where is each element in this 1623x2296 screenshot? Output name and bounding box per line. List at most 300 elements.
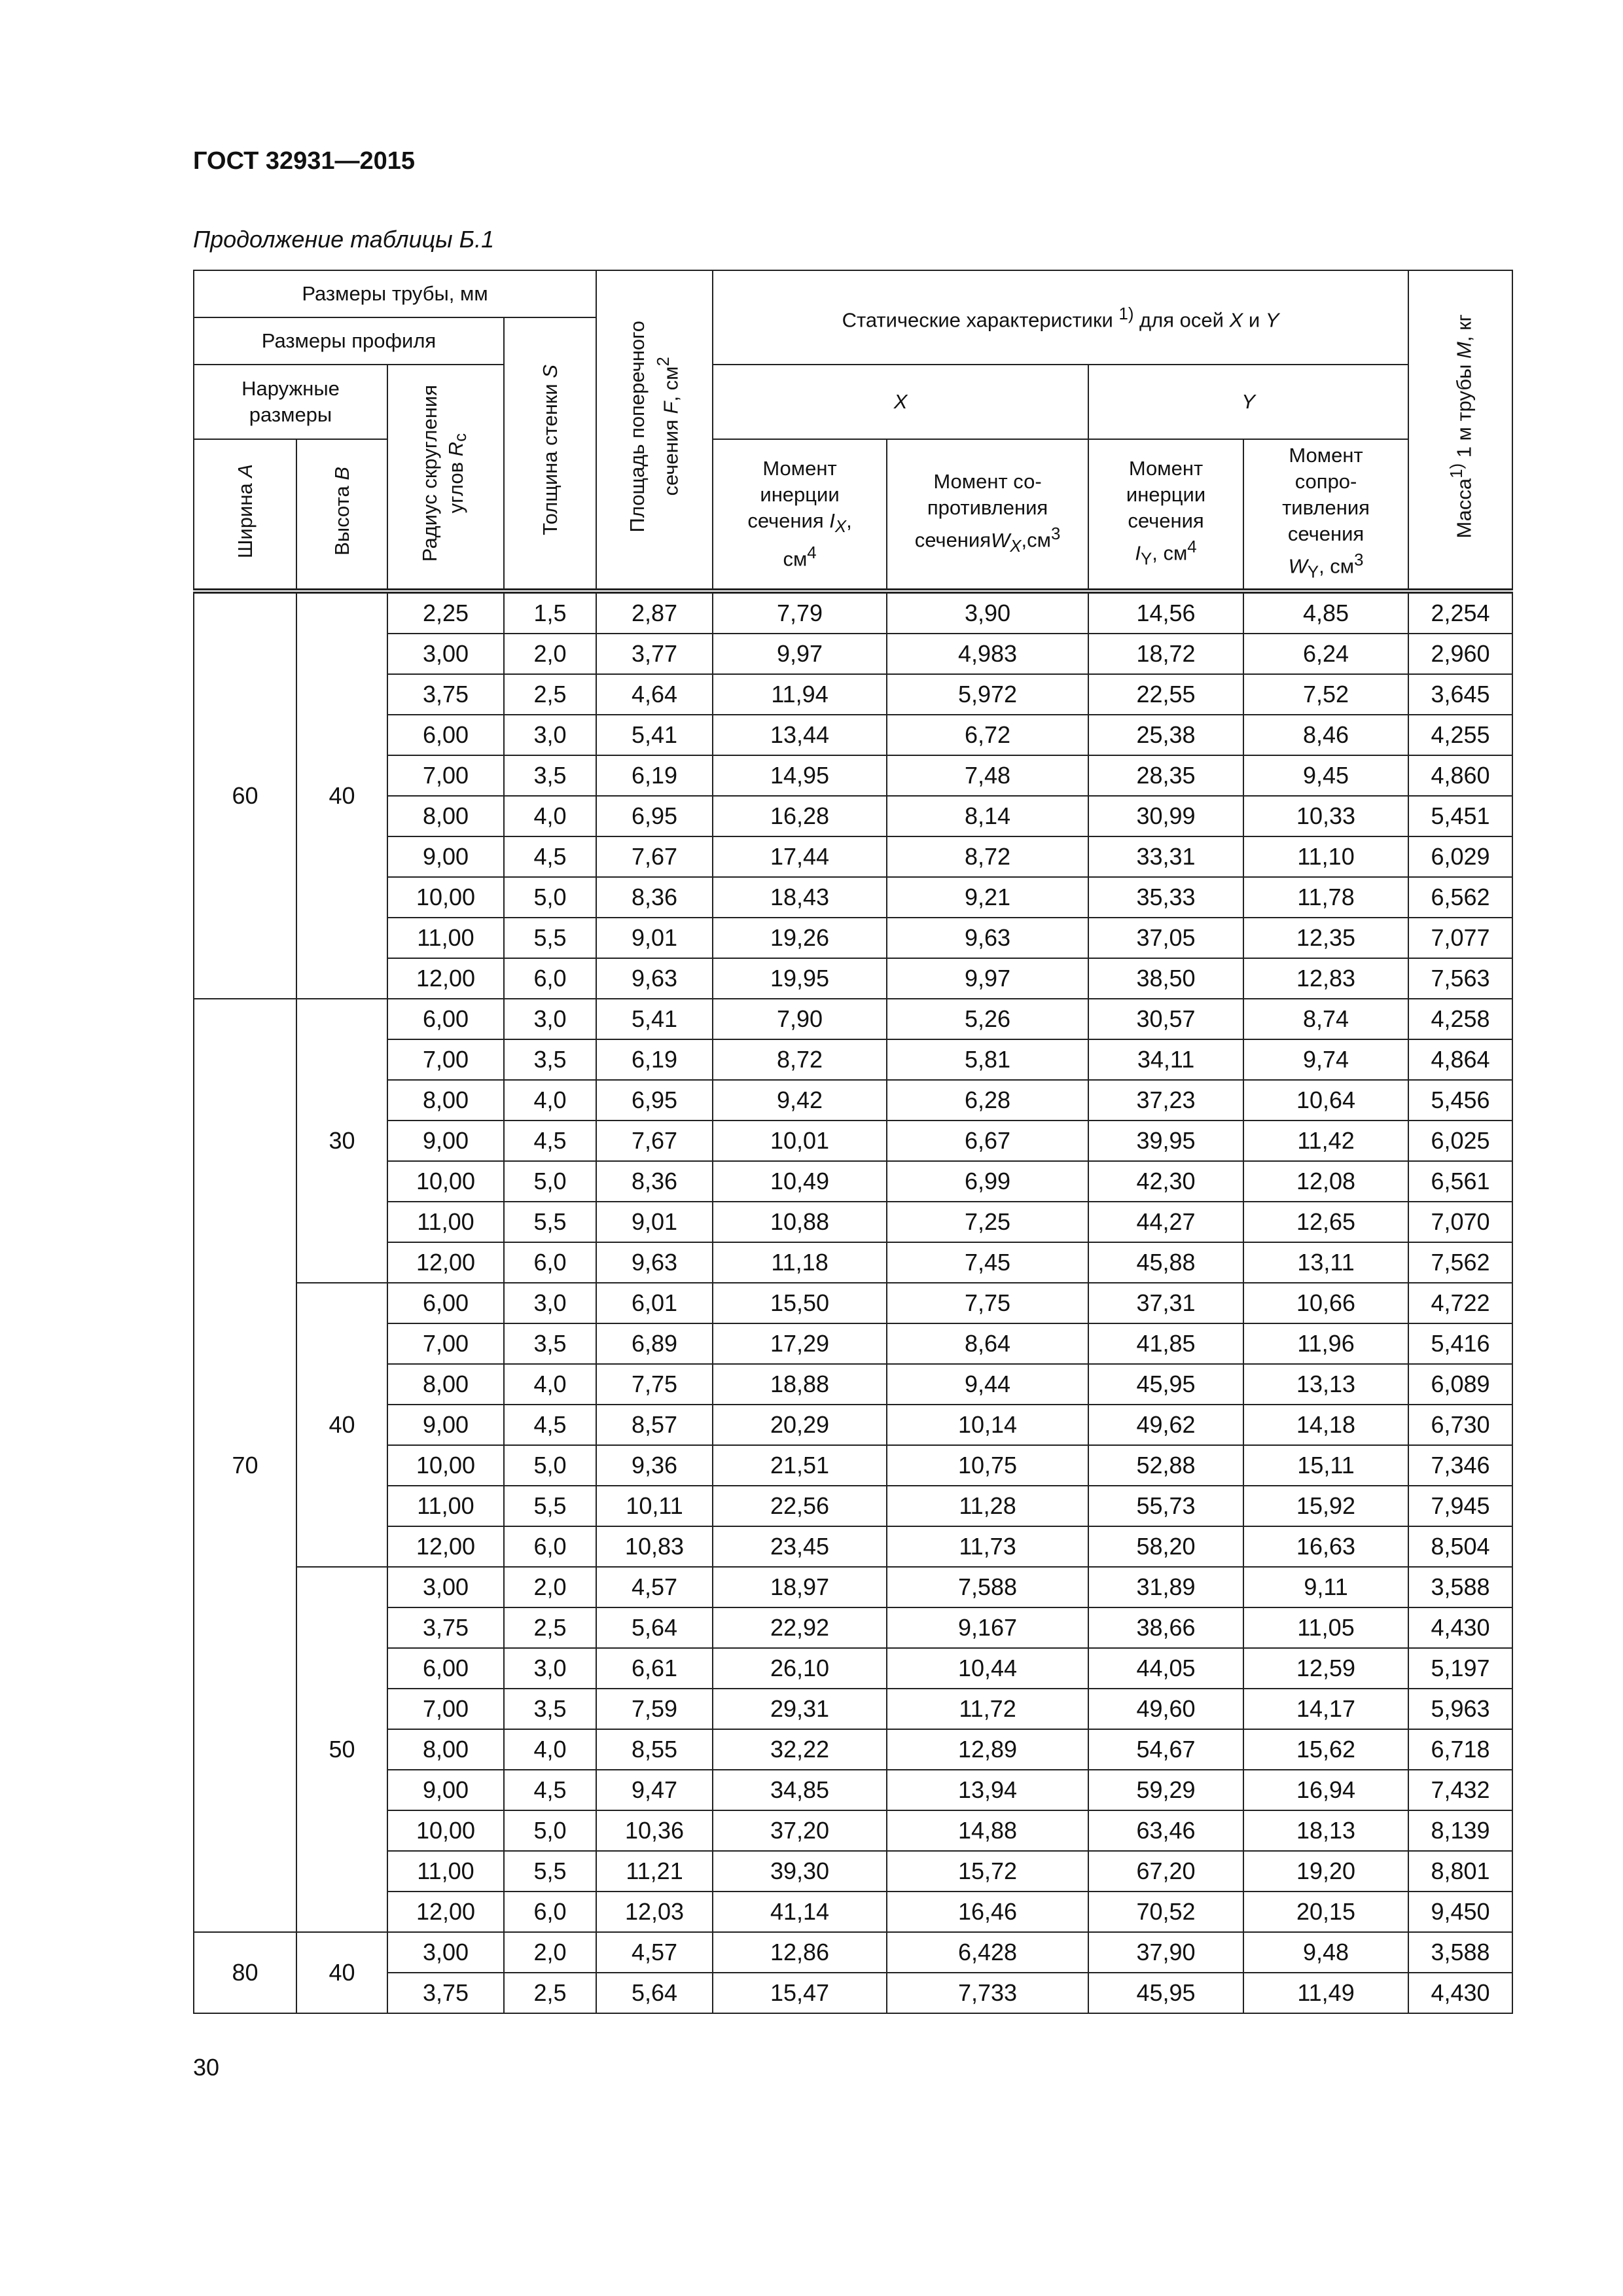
area-cell: 5,64 xyxy=(596,1607,713,1648)
wall-thickness-cell: 4,5 xyxy=(504,1121,596,1161)
mass-cell: 7,562 xyxy=(1408,1242,1512,1283)
wall-thickness-cell: 2,5 xyxy=(504,1973,596,2013)
area-cell: 10,83 xyxy=(596,1526,713,1567)
inertia-x-cell: 20,29 xyxy=(713,1405,887,1445)
resistance-x-cell: 15,72 xyxy=(887,1851,1088,1892)
table-row xyxy=(194,1039,1512,1080)
resistance-x-cell: 7,588 xyxy=(887,1567,1088,1607)
height-cell: 50 xyxy=(296,1567,387,1932)
resistance-x-cell: 5,972 xyxy=(887,674,1088,715)
wall-thickness-cell: 2,0 xyxy=(504,1567,596,1607)
table-row xyxy=(194,1526,1512,1567)
table-row xyxy=(194,591,1512,634)
wall-thickness-cell: 3,0 xyxy=(504,999,596,1039)
mass-cell: 4,430 xyxy=(1408,1973,1512,2013)
corner-radius-cell: 10,00 xyxy=(387,1445,504,1486)
area-cell: 11,21 xyxy=(596,1851,713,1892)
inertia-y-cell: 45,95 xyxy=(1088,1973,1243,2013)
table-row xyxy=(194,755,1512,796)
wall-thickness-cell: 3,5 xyxy=(504,1689,596,1729)
resistance-y-cell: 9,11 xyxy=(1243,1567,1408,1607)
inertia-x-cell: 9,97 xyxy=(713,634,887,674)
table-row xyxy=(194,1161,1512,1202)
corner-radius-cell: 12,00 xyxy=(387,1526,504,1567)
table-row xyxy=(194,1689,1512,1729)
mass-cell: 7,563 xyxy=(1408,958,1512,999)
table-row xyxy=(194,836,1512,877)
inertia-x-cell: 39,30 xyxy=(713,1851,887,1892)
resistance-x-cell: 7,25 xyxy=(887,1202,1088,1242)
resistance-y-cell: 10,64 xyxy=(1243,1080,1408,1121)
resistance-y-cell: 11,96 xyxy=(1243,1323,1408,1364)
mass-cell: 4,722 xyxy=(1408,1283,1512,1323)
width-cell: 60 xyxy=(194,591,296,999)
inertia-x-cell: 9,42 xyxy=(713,1080,887,1121)
inertia-x-cell: 12,86 xyxy=(713,1932,887,1973)
corner-radius-cell: 3,75 xyxy=(387,1973,504,2013)
inertia-x-cell: 19,26 xyxy=(713,918,887,958)
resistance-x-cell: 9,167 xyxy=(887,1607,1088,1648)
inertia-y-cell: 67,20 xyxy=(1088,1851,1243,1892)
corner-radius-header: Радиус скругления углов $R_с$ xyxy=(387,365,504,591)
resistance-y-cell: 11,78 xyxy=(1243,877,1408,918)
resistance-x-cell: 8,14 xyxy=(887,796,1088,836)
table-row xyxy=(194,1323,1512,1364)
inertia-y-cell: 52,88 xyxy=(1088,1445,1243,1486)
area-cell: 9,01 xyxy=(596,1202,713,1242)
table-row xyxy=(194,1080,1512,1121)
table-row xyxy=(194,1121,1512,1161)
corner-radius-cell: 3,75 xyxy=(387,1607,504,1648)
inertia-y-cell: 38,66 xyxy=(1088,1607,1243,1648)
wall-thickness-cell: 5,0 xyxy=(504,1161,596,1202)
area-cell: 10,36 xyxy=(596,1810,713,1851)
corner-radius-cell: 9,00 xyxy=(387,836,504,877)
wall-thickness-cell: 5,5 xyxy=(504,1486,596,1526)
area-cell: 9,36 xyxy=(596,1445,713,1486)
resistance-x-cell: 11,73 xyxy=(887,1526,1088,1567)
mass-cell: 5,197 xyxy=(1408,1648,1512,1689)
inertia-x-cell: 22,56 xyxy=(713,1486,887,1526)
mass-cell: 5,963 xyxy=(1408,1689,1512,1729)
resistance-y-cell: 12,59 xyxy=(1243,1648,1408,1689)
document-header: ГОСТ 32931—2015 xyxy=(193,147,416,175)
corner-radius-cell: 11,00 xyxy=(387,918,504,958)
resistance-x-cell: 16,46 xyxy=(887,1892,1088,1932)
mass-cell: 7,077 xyxy=(1408,918,1512,958)
inertia-y-cell: 59,29 xyxy=(1088,1770,1243,1810)
wall-thickness-cell: 5,0 xyxy=(504,1810,596,1851)
inertia-y-cell: 45,88 xyxy=(1088,1242,1243,1283)
table-row xyxy=(194,1729,1512,1770)
resistance-x-cell: 12,89 xyxy=(887,1729,1088,1770)
inertia-x-cell: 13,44 xyxy=(713,715,887,755)
area-cell: 6,61 xyxy=(596,1648,713,1689)
corner-radius-cell: 11,00 xyxy=(387,1851,504,1892)
table-row xyxy=(194,1810,1512,1851)
table-head xyxy=(194,270,1512,591)
area-cell: 6,19 xyxy=(596,755,713,796)
moment-resistance-y-header: Момент сопро- тивления сечения $W_Y$, $см^3$ xyxy=(1243,439,1408,591)
corner-radius-cell: 10,00 xyxy=(387,877,504,918)
inertia-y-cell: 22,55 xyxy=(1088,674,1243,715)
inertia-y-cell: 34,11 xyxy=(1088,1039,1243,1080)
corner-radius-cell: 9,00 xyxy=(387,1405,504,1445)
pipe-sizes-header: Размеры трубы, мм xyxy=(194,270,596,317)
corner-radius-cell: 8,00 xyxy=(387,1364,504,1405)
resistance-x-cell: 5,26 xyxy=(887,999,1088,1039)
mass-cell: 7,945 xyxy=(1408,1486,1512,1526)
inertia-x-cell: 22,92 xyxy=(713,1607,887,1648)
wall-thickness-cell: 2,0 xyxy=(504,634,596,674)
table-row xyxy=(194,1892,1512,1932)
resistance-x-cell: 11,28 xyxy=(887,1486,1088,1526)
resistance-x-cell: 9,44 xyxy=(887,1364,1088,1405)
area-cell: 10,11 xyxy=(596,1486,713,1526)
resistance-y-cell: 8,46 xyxy=(1243,715,1408,755)
resistance-x-cell: 3,90 xyxy=(887,591,1088,634)
inertia-y-cell: 44,27 xyxy=(1088,1202,1243,1242)
mass-cell: 6,029 xyxy=(1408,836,1512,877)
resistance-y-cell: 11,10 xyxy=(1243,836,1408,877)
resistance-y-cell: 18,13 xyxy=(1243,1810,1408,1851)
area-cell: 4,57 xyxy=(596,1567,713,1607)
resistance-y-cell: 11,05 xyxy=(1243,1607,1408,1648)
inertia-x-cell: 14,95 xyxy=(713,755,887,796)
area-cell: 3,77 xyxy=(596,634,713,674)
table-row xyxy=(194,1932,1512,1973)
resistance-y-cell: 15,92 xyxy=(1243,1486,1408,1526)
mass-cell: 9,450 xyxy=(1408,1892,1512,1932)
area-cell: 6,95 xyxy=(596,796,713,836)
table-row xyxy=(194,1973,1512,2013)
resistance-y-cell: 15,62 xyxy=(1243,1729,1408,1770)
inertia-y-cell: 37,05 xyxy=(1088,918,1243,958)
area-cell: 12,03 xyxy=(596,1892,713,1932)
inertia-y-cell: 18,72 xyxy=(1088,634,1243,674)
area-cell: 7,59 xyxy=(596,1689,713,1729)
wall-thickness-cell: 4,0 xyxy=(504,1729,596,1770)
resistance-y-cell: 13,13 xyxy=(1243,1364,1408,1405)
area-cell: 4,64 xyxy=(596,674,713,715)
corner-radius-cell: 10,00 xyxy=(387,1810,504,1851)
area-cell: 5,41 xyxy=(596,999,713,1039)
mass-cell: 5,456 xyxy=(1408,1080,1512,1121)
wall-thickness-cell: 4,5 xyxy=(504,1405,596,1445)
resistance-x-cell: 7,75 xyxy=(887,1283,1088,1323)
resistance-y-cell: 12,65 xyxy=(1243,1202,1408,1242)
corner-radius-cell: 3,00 xyxy=(387,1567,504,1607)
height-cell: 40 xyxy=(296,1932,387,2013)
inertia-x-cell: 32,22 xyxy=(713,1729,887,1770)
inertia-y-cell: 14,56 xyxy=(1088,591,1243,634)
area-cell: 8,55 xyxy=(596,1729,713,1770)
resistance-y-cell: 13,11 xyxy=(1243,1242,1408,1283)
table-row xyxy=(194,1607,1512,1648)
height-header: Высота B xyxy=(296,439,387,591)
mass-cell: 4,258 xyxy=(1408,999,1512,1039)
inertia-x-cell: 15,50 xyxy=(713,1283,887,1323)
inertia-y-cell: 37,90 xyxy=(1088,1932,1243,1973)
resistance-y-cell: 15,11 xyxy=(1243,1445,1408,1486)
wall-thickness-cell: 5,5 xyxy=(504,1851,596,1892)
mass-cell: 3,645 xyxy=(1408,674,1512,715)
resistance-x-cell: 5,81 xyxy=(887,1039,1088,1080)
inertia-x-cell: 26,10 xyxy=(713,1648,887,1689)
inertia-x-cell: 15,47 xyxy=(713,1973,887,2013)
corner-radius-cell: 12,00 xyxy=(387,1242,504,1283)
wall-thickness-cell: 3,5 xyxy=(504,1039,596,1080)
wall-thickness-cell: 4,5 xyxy=(504,1770,596,1810)
inertia-y-cell: 49,62 xyxy=(1088,1405,1243,1445)
inertia-x-cell: 18,43 xyxy=(713,877,887,918)
inertia-x-cell: 17,44 xyxy=(713,836,887,877)
corner-radius-cell: 12,00 xyxy=(387,958,504,999)
inertia-y-cell: 70,52 xyxy=(1088,1892,1243,1932)
corner-radius-cell: 7,00 xyxy=(387,1039,504,1080)
table-row xyxy=(194,918,1512,958)
area-cell: 6,95 xyxy=(596,1080,713,1121)
area-cell: 8,36 xyxy=(596,877,713,918)
mass-cell: 6,025 xyxy=(1408,1121,1512,1161)
mass-cell: 6,730 xyxy=(1408,1405,1512,1445)
inertia-y-cell: 54,67 xyxy=(1088,1729,1243,1770)
resistance-y-cell: 14,17 xyxy=(1243,1689,1408,1729)
inertia-x-cell: 10,01 xyxy=(713,1121,887,1161)
inertia-y-cell: 49,60 xyxy=(1088,1689,1243,1729)
resistance-x-cell: 7,48 xyxy=(887,755,1088,796)
area-cell: 7,67 xyxy=(596,1121,713,1161)
wall-thickness-cell: 6,0 xyxy=(504,1892,596,1932)
mass-cell: 3,588 xyxy=(1408,1567,1512,1607)
moment-resistance-x-header: Момент со- противления $сеченияW_X,см^3$ xyxy=(887,439,1088,591)
corner-radius-cell: 7,00 xyxy=(387,1689,504,1729)
table-row xyxy=(194,999,1512,1039)
page-number: 30 xyxy=(193,2054,220,2081)
corner-radius-cell: 6,00 xyxy=(387,1283,504,1323)
table-row xyxy=(194,1770,1512,1810)
resistance-y-cell: 9,48 xyxy=(1243,1932,1408,1973)
resistance-y-cell: 16,94 xyxy=(1243,1770,1408,1810)
mass-cell: 3,588 xyxy=(1408,1932,1512,1973)
inertia-x-cell: 8,72 xyxy=(713,1039,887,1080)
wall-thickness-cell: 4,0 xyxy=(504,796,596,836)
wall-thickness-cell: 5,0 xyxy=(504,877,596,918)
table-row xyxy=(194,1242,1512,1283)
inertia-x-cell: 18,88 xyxy=(713,1364,887,1405)
inertia-x-cell: 18,97 xyxy=(713,1567,887,1607)
resistance-y-cell: 16,63 xyxy=(1243,1526,1408,1567)
table-row xyxy=(194,1851,1512,1892)
corner-radius-cell: 7,00 xyxy=(387,1323,504,1364)
resistance-y-cell: 8,74 xyxy=(1243,999,1408,1039)
resistance-y-cell: 12,83 xyxy=(1243,958,1408,999)
corner-radius-cell: 6,00 xyxy=(387,715,504,755)
table-row xyxy=(194,634,1512,674)
resistance-x-cell: 9,97 xyxy=(887,958,1088,999)
inertia-y-cell: 44,05 xyxy=(1088,1648,1243,1689)
inertia-x-cell: 29,31 xyxy=(713,1689,887,1729)
table-row xyxy=(194,958,1512,999)
mass-cell: 6,562 xyxy=(1408,877,1512,918)
inertia-x-cell: 7,79 xyxy=(713,591,887,634)
width-header: Ширина A xyxy=(194,439,296,591)
wall-thickness-cell: 3,0 xyxy=(504,1283,596,1323)
inertia-y-cell: 30,57 xyxy=(1088,999,1243,1039)
corner-radius-cell: 3,00 xyxy=(387,1932,504,1973)
corner-radius-cell: 11,00 xyxy=(387,1202,504,1242)
inertia-x-cell: 16,28 xyxy=(713,796,887,836)
wall-thickness-cell: 3,0 xyxy=(504,715,596,755)
resistance-y-cell: 11,49 xyxy=(1243,1973,1408,2013)
corner-radius-cell: 9,00 xyxy=(387,1121,504,1161)
resistance-y-cell: 9,74 xyxy=(1243,1039,1408,1080)
area-cell: 9,01 xyxy=(596,918,713,958)
wall-thickness-cell: 3,0 xyxy=(504,1648,596,1689)
corner-radius-cell: 3,00 xyxy=(387,634,504,674)
area-cell: 8,57 xyxy=(596,1405,713,1445)
area-cell: 5,41 xyxy=(596,715,713,755)
inertia-x-cell: 37,20 xyxy=(713,1810,887,1851)
resistance-y-cell: 12,08 xyxy=(1243,1161,1408,1202)
wall-thickness-cell: 4,5 xyxy=(504,836,596,877)
mass-cell: 4,255 xyxy=(1408,715,1512,755)
wall-thickness-cell: 3,5 xyxy=(504,755,596,796)
resistance-x-cell: 7,45 xyxy=(887,1242,1088,1283)
inertia-y-cell: 37,31 xyxy=(1088,1283,1243,1323)
outer-sizes-header: Наружные размеры xyxy=(194,365,387,439)
resistance-y-cell: 12,35 xyxy=(1243,918,1408,958)
wall-thickness-cell: 2,5 xyxy=(504,1607,596,1648)
mass-cell: 6,561 xyxy=(1408,1161,1512,1202)
resistance-x-cell: 6,28 xyxy=(887,1080,1088,1121)
inertia-y-cell: 28,35 xyxy=(1088,755,1243,796)
inertia-x-cell: 34,85 xyxy=(713,1770,887,1810)
mass-cell: 2,960 xyxy=(1408,634,1512,674)
area-cell: 8,36 xyxy=(596,1161,713,1202)
corner-radius-cell: 9,00 xyxy=(387,1770,504,1810)
inertia-x-cell: 10,49 xyxy=(713,1161,887,1202)
axis-y-header: Y xyxy=(1088,365,1408,439)
wall-thickness-cell: 5,5 xyxy=(504,918,596,958)
profile-sizes-header: Размеры профиля xyxy=(194,317,504,365)
inertia-x-cell: 23,45 xyxy=(713,1526,887,1567)
inertia-y-cell: 30,99 xyxy=(1088,796,1243,836)
corner-radius-cell: 8,00 xyxy=(387,796,504,836)
inertia-y-cell: 55,73 xyxy=(1088,1486,1243,1526)
table-row xyxy=(194,1202,1512,1242)
resistance-x-cell: 8,64 xyxy=(887,1323,1088,1364)
wall-thickness-header: Толщина стенки S xyxy=(504,317,596,591)
moment-inertia-x-header: Момент инерции сечения $I_X$, $см^4$ xyxy=(713,439,887,591)
area-cell: 6,89 xyxy=(596,1323,713,1364)
resistance-x-cell: 6,72 xyxy=(887,715,1088,755)
resistance-y-cell: 14,18 xyxy=(1243,1405,1408,1445)
inertia-y-cell: 39,95 xyxy=(1088,1121,1243,1161)
inertia-x-cell: 17,29 xyxy=(713,1323,887,1364)
wall-thickness-cell: 5,0 xyxy=(504,1445,596,1486)
mass-cell: 6,718 xyxy=(1408,1729,1512,1770)
area-cell: 9,63 xyxy=(596,958,713,999)
inertia-y-cell: 63,46 xyxy=(1088,1810,1243,1851)
resistance-x-cell: 6,99 xyxy=(887,1161,1088,1202)
table-row xyxy=(194,1445,1512,1486)
wall-thickness-cell: 5,5 xyxy=(504,1202,596,1242)
wall-thickness-cell: 4,0 xyxy=(504,1080,596,1121)
area-cell: 7,75 xyxy=(596,1364,713,1405)
inertia-y-cell: 31,89 xyxy=(1088,1567,1243,1607)
corner-radius-cell: 6,00 xyxy=(387,999,504,1039)
inertia-x-cell: 41,14 xyxy=(713,1892,887,1932)
height-cell: 40 xyxy=(296,1283,387,1567)
table-caption: Продолжение таблицы Б.1 xyxy=(193,226,495,253)
inertia-x-cell: 11,94 xyxy=(713,674,887,715)
wall-thickness-cell: 2,5 xyxy=(504,674,596,715)
corner-radius-cell: 10,00 xyxy=(387,1161,504,1202)
area-cell: 9,63 xyxy=(596,1242,713,1283)
area-cell: 6,19 xyxy=(596,1039,713,1080)
inertia-x-cell: 19,95 xyxy=(713,958,887,999)
width-cell: 70 xyxy=(194,999,296,1932)
inertia-y-cell: 58,20 xyxy=(1088,1526,1243,1567)
area-cell: 7,67 xyxy=(596,836,713,877)
mass-cell: 6,089 xyxy=(1408,1364,1512,1405)
mass-header: Масса$^{1)}$ 1 м трубы M, кг xyxy=(1408,270,1512,591)
area-cell: 5,64 xyxy=(596,1973,713,2013)
corner-radius-cell: 7,00 xyxy=(387,755,504,796)
inertia-y-cell: 42,30 xyxy=(1088,1161,1243,1202)
wall-thickness-cell: 6,0 xyxy=(504,1526,596,1567)
static-characteristics-header: Статические характеристики $^{1)}$ для осей X и Y xyxy=(713,270,1408,365)
resistance-x-cell: 4,983 xyxy=(887,634,1088,674)
moment-inertia-y-header: Момент инерции сечения $I_Y$, $см^4$ xyxy=(1088,439,1243,591)
corner-radius-cell: 11,00 xyxy=(387,1486,504,1526)
mass-cell: 5,451 xyxy=(1408,796,1512,836)
resistance-x-cell: 13,94 xyxy=(887,1770,1088,1810)
resistance-y-cell: 9,45 xyxy=(1243,755,1408,796)
mass-cell: 4,864 xyxy=(1408,1039,1512,1080)
resistance-x-cell: 9,21 xyxy=(887,877,1088,918)
resistance-x-cell: 6,67 xyxy=(887,1121,1088,1161)
inertia-y-cell: 33,31 xyxy=(1088,836,1243,877)
mass-cell: 5,416 xyxy=(1408,1323,1512,1364)
resistance-x-cell: 8,72 xyxy=(887,836,1088,877)
table-row xyxy=(194,1364,1512,1405)
mass-cell: 8,139 xyxy=(1408,1810,1512,1851)
table-body xyxy=(194,591,1512,2013)
resistance-y-cell: 20,15 xyxy=(1243,1892,1408,1932)
resistance-y-cell: 7,52 xyxy=(1243,674,1408,715)
resistance-y-cell: 10,33 xyxy=(1243,796,1408,836)
corner-radius-cell: 2,25 xyxy=(387,591,504,634)
table-row xyxy=(194,877,1512,918)
wall-thickness-cell: 6,0 xyxy=(504,958,596,999)
resistance-y-cell: 10,66 xyxy=(1243,1283,1408,1323)
mass-cell: 8,801 xyxy=(1408,1851,1512,1892)
area-header: Площадь поперечного сечения F, $см^2$ xyxy=(596,270,713,591)
table-row xyxy=(194,715,1512,755)
table-row xyxy=(194,1486,1512,1526)
inertia-x-cell: 11,18 xyxy=(713,1242,887,1283)
mass-cell: 7,070 xyxy=(1408,1202,1512,1242)
inertia-y-cell: 41,85 xyxy=(1088,1323,1243,1364)
inertia-y-cell: 37,23 xyxy=(1088,1080,1243,1121)
corner-radius-cell: 3,75 xyxy=(387,674,504,715)
resistance-x-cell: 10,75 xyxy=(887,1445,1088,1486)
inertia-y-cell: 25,38 xyxy=(1088,715,1243,755)
resistance-x-cell: 6,428 xyxy=(887,1932,1088,1973)
area-cell: 9,47 xyxy=(596,1770,713,1810)
